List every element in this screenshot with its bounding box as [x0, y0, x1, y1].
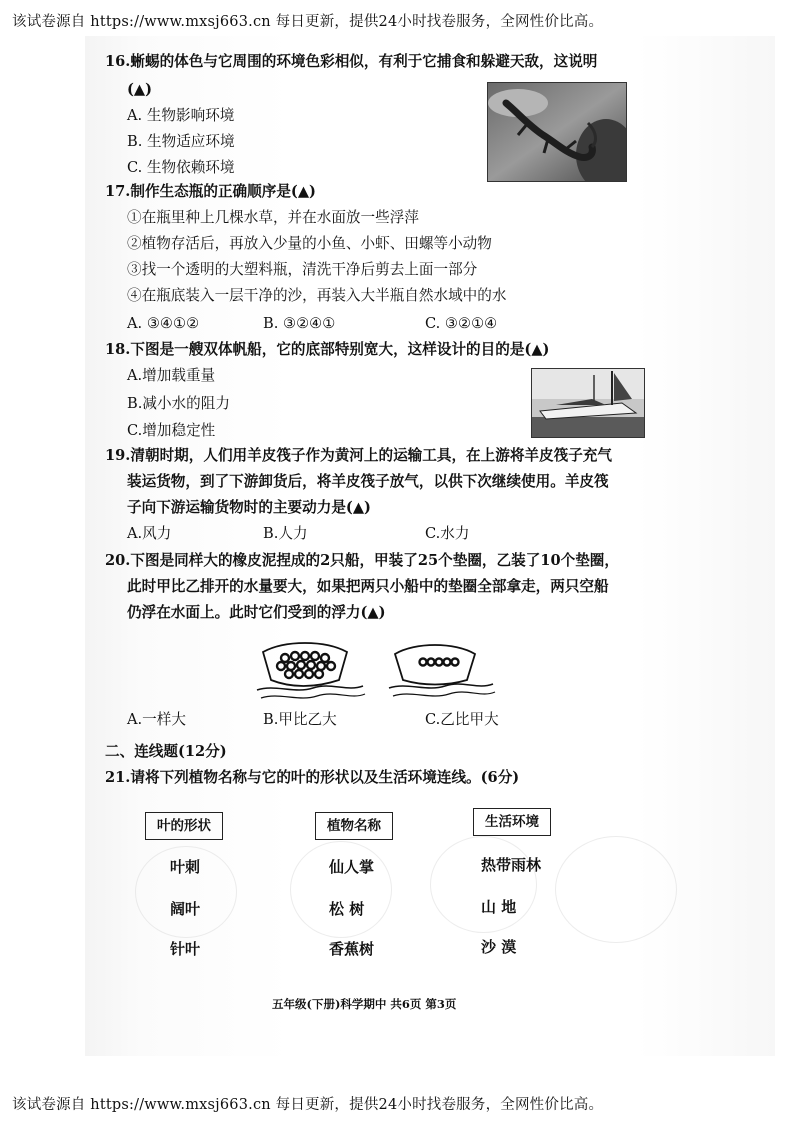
- habitat-1: 热带雨林: [481, 856, 542, 874]
- q20-option-b: B.甲比乙大: [263, 711, 337, 728]
- q19-line-3: 子向下游运输货物时的主要动力是(▲): [127, 499, 371, 516]
- q18-stem: 18.下图是一艘双体帆船，它的底部特别宽大，这样设计的目的是(▲): [105, 341, 550, 358]
- leaf-shape-1: 叶刺: [170, 858, 201, 876]
- q20-option-a: A.一样大: [127, 711, 186, 728]
- q17-stem: 17.制作生态瓶的正确顺序是(▲): [105, 183, 316, 200]
- q16-option-a: A. 生物影响环境: [127, 107, 235, 124]
- catamaran-photo: [531, 368, 645, 438]
- leaf-shape-3: 针叶: [170, 940, 201, 958]
- q20-option-c: C.乙比甲大: [425, 711, 499, 728]
- plant-name-2: 松 树: [329, 900, 365, 918]
- q16-option-b: B. 生物适应环境: [127, 133, 235, 150]
- exam-page: [85, 36, 775, 1056]
- q19-option-a: A.风力: [127, 525, 172, 542]
- q19-line-1: 19.清朝时期，人们用羊皮筏子作为黄河上的运输工具，在上游将羊皮筏子充气: [105, 447, 612, 464]
- leaf-shape-2: 阔叶: [170, 900, 201, 918]
- q18-option-a: A.增加载重量: [127, 367, 216, 384]
- q21-stem: 21.请将下列植物名称与它的叶的形状以及生活环境连线。(6分): [105, 769, 520, 786]
- section2-title: 二、连线题(12分): [105, 743, 227, 760]
- page-footer: 五年级(下册)科学期中 共6页 第3页: [272, 997, 457, 1011]
- q20-line-3: 仍浮在水面上。此时它们受到的浮力(▲): [127, 604, 386, 621]
- source-banner-bottom: 该试卷源自 https://www.mxsj663.cn 每日更新，提供24小时找卷服务，全网性价比高。: [12, 1097, 604, 1113]
- q17-step-2: ②植物存活后，再放入少量的小鱼、小虾、田螺等小动物: [127, 235, 492, 252]
- q19-option-c: C.水力: [425, 525, 470, 542]
- q18-option-b: B.减小水的阻力: [127, 395, 230, 412]
- clay-boats-illustration: [255, 632, 505, 708]
- q20-line-1: 20.下图是同样大的橡皮泥捏成的2只船，甲装了25个垫圈，乙装了10个垫圈，: [105, 552, 619, 569]
- plant-name-1: 仙人掌: [329, 858, 375, 876]
- q17-option-c: C. ③②①④: [425, 315, 498, 332]
- q17-option-a: A. ③④①②: [127, 315, 200, 332]
- lizard-photo: [487, 82, 627, 182]
- source-banner-top: 该试卷源自 https://www.mxsj663.cn 每日更新，提供24小时找卷服务，全网性价比高。: [12, 14, 604, 30]
- plant-name-3: 香蕉树: [329, 940, 375, 958]
- col-header-habitat: 生活环境: [473, 808, 551, 836]
- q18-option-c: C.增加稳定性: [127, 422, 216, 439]
- q16-blank: (▲): [127, 81, 153, 98]
- q16-stem: 16.蜥蜴的体色与它周围的环境色彩相似，有利于它捕食和躲避天敌，这说明: [105, 53, 598, 70]
- faint-stamp: [555, 836, 677, 943]
- q17-step-3: ③找一个透明的大塑料瓶，清洗干净后剪去上面一部分: [127, 261, 478, 278]
- q17-step-4: ④在瓶底装入一层干净的沙，再装入大半瓶自然水域中的水: [127, 287, 507, 304]
- q16-option-c: C. 生物依赖环境: [127, 159, 235, 176]
- q20-line-2: 此时甲比乙排开的水量要大，如果把两只小船中的垫圈全部拿走，两只空船: [127, 578, 609, 595]
- col-header-plant-name: 植物名称: [315, 812, 393, 840]
- habitat-2: 山 地: [481, 898, 517, 916]
- q19-line-2: 装运货物，到了下游卸货后，将羊皮筏子放气，以供下次继续使用。羊皮筏: [127, 473, 609, 490]
- q17-option-b: B. ③②④①: [263, 315, 336, 332]
- faint-stamp: [430, 836, 537, 933]
- q19-option-b: B.人力: [263, 525, 308, 542]
- q17-step-1: ①在瓶里种上几棵水草，并在水面放一些浮萍: [127, 209, 419, 226]
- col-header-leaf-shape: 叶的形状: [145, 812, 223, 840]
- habitat-3: 沙 漠: [481, 938, 517, 956]
